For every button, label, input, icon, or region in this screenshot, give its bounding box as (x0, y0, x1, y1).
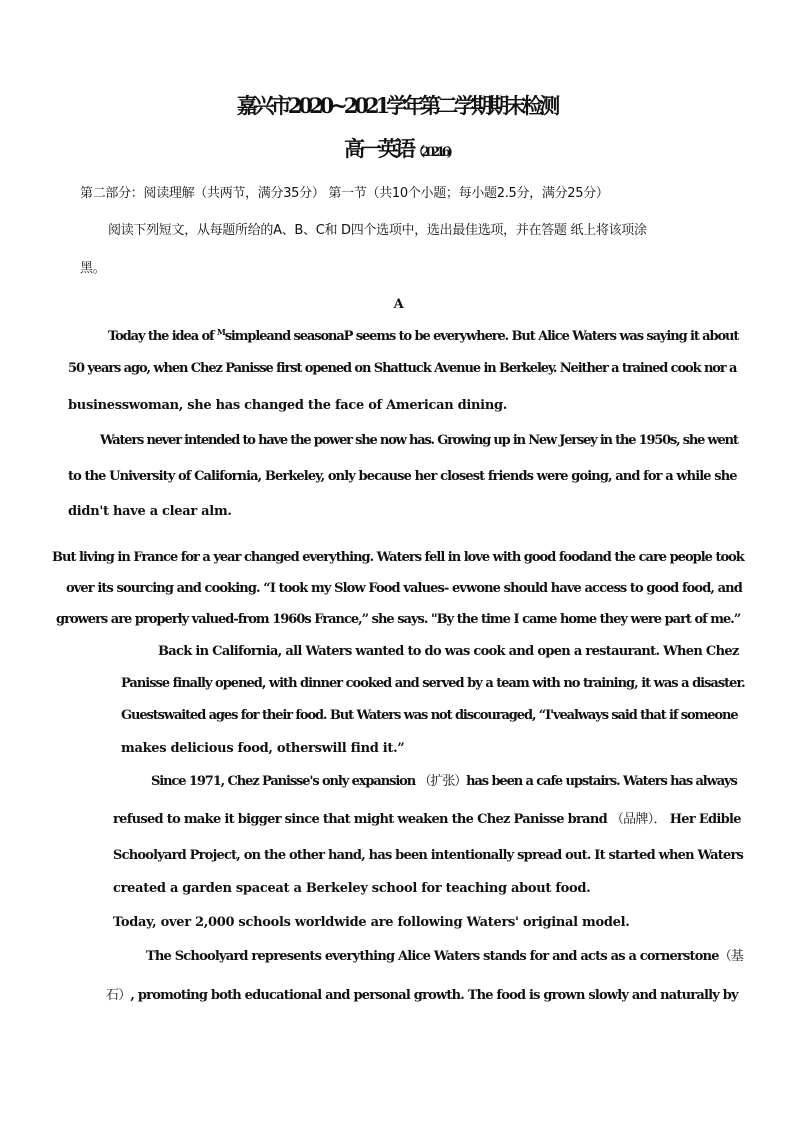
text-run: Since 1971, Chez Panisse's only expansion (151, 774, 419, 789)
text-run: The Schoolyard represents everything Alice Waters stands for and acts as a cornerstone (146, 949, 719, 964)
text-run: has been a cafe upstairs. Waters has always (466, 774, 737, 789)
text-run: refused to make it bigger since that might weaken the Chez Panisse brand (113, 812, 611, 827)
section-info: 第二部分：阅读理解（共两节，满分35分） 第一节（共10个小题；每小题2.5分，满分25分） (80, 186, 609, 201)
instruction-line-2: 黑。 (80, 261, 106, 276)
text-run: Her Edible (665, 812, 741, 827)
passage-line (113, 811, 741, 829)
passage-line (151, 773, 737, 791)
passage-line: makes delicious food, otherswill find it.” (121, 741, 405, 756)
passage-line: Panisse finally opened, with dinner cooked and served by a team with no training, it was a disaster. (121, 676, 745, 691)
passage-line: over its sourcing and cooking. “I took my Slow Food values- evwone should have access to good food, and (66, 581, 742, 596)
text-run: simpleand seasonaP seems to be everywhere. But Alice Waters was saying it about (224, 329, 739, 344)
passage-line: Waters never intended to have the power she now has. Growing up in New Jersey in the 1950s, she went (100, 433, 738, 448)
ocr-superscript: M (216, 327, 225, 337)
passage-line: Guestswaited ages for their food. But Waters was not discouraged, “I'vealways said that if someone (121, 708, 738, 723)
passage-line: created a garden spaceat a Berkeley school for teaching about food. (113, 881, 591, 896)
passage-line: to the University of California, Berkeley, only because her closest friends were going, and for a while she (68, 469, 737, 484)
passage-line: Schoolyard Project, on the other hand, has been intentionally spread out. It started when Waters (113, 848, 744, 863)
passage-line: But living in France for a year changed everything. Waters fell in love with good foodand the care people took (52, 550, 744, 565)
passage-line (106, 987, 738, 1005)
passage-line: Today, over 2,000 schools worldwide are following Waters' original model. (113, 915, 630, 930)
passage-line: growers are properly valued-from 1960s France,” she says. "By the time I came home they were part of me.” (56, 612, 741, 627)
chinese-gloss: （基 (718, 949, 744, 964)
exam-title: 嘉兴市2020~2021学年第二学期期末检测 (236, 93, 557, 118)
text-run: , promoting both educational and personal growth. The food is grown slowly and naturally by (130, 988, 738, 1003)
passage-line (146, 948, 743, 966)
chinese-gloss: 石） (106, 988, 131, 1003)
exam-date: （2021.6) (412, 145, 449, 160)
text-run: Today the idea of (108, 329, 217, 344)
passage-line: Back in California, all Waters wanted to do was cook and open a restaurant. When Chez (158, 644, 739, 659)
exam-subtitle (0, 135, 793, 167)
passage-label: A (393, 297, 400, 312)
passage-line (108, 323, 738, 346)
chinese-gloss: （品牌）． (610, 812, 666, 827)
passage-line: 50 years ago, when Chez Panisse first opened on Shattuck Avenue in Berkeley. Neither a trained cook nor a (68, 361, 737, 376)
instruction-line-1: 阅读下列短文，从每题所给的A、B、C和 D四个选项中，选出最佳选项，并在答题 纸上将该项涂 (108, 223, 647, 238)
subject-name: 高一英语 (344, 136, 413, 161)
chinese-gloss: （扩张） (418, 774, 467, 789)
passage-line: didn't have a clear alm. (68, 504, 232, 519)
passage-line: businesswoman, she has changed the face of American dining. (68, 398, 507, 413)
